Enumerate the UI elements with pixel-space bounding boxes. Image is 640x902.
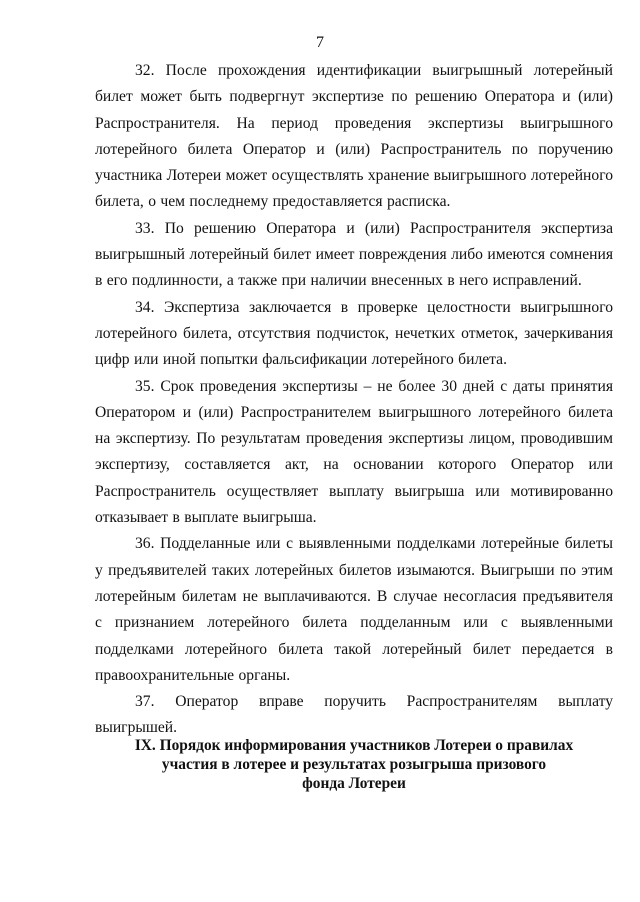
section-title-line-3: фонда Лотереи — [302, 775, 406, 792]
section-title — [95, 736, 613, 793]
document-body — [95, 58, 613, 742]
paragraph-35: 35. Срок проведения экспертизы – не более 30 дней с даты принятия Оператором и (или) Распространителем выигрышного лотерейного билета на экспертизу. По результатам проведения экспертизы лицом, проводившим экспертизу, составляется акт, на основании которого Оператор или Распространитель осуществляет выплату выигрыша или мотивированно отказывает в выплате выигрыша. — [95, 377, 613, 527]
paragraph-37: 37. Оператор вправе поручить Распространителям выплату выигрышей. — [95, 693, 613, 737]
paragraph-36: 36. Подделанные или с выявленными подделками лотерейные билеты у предъявителей таких лотерейных билетов изымаются. Выигрыши по этим лотерейным билетам не выплачиваются. В случае несогласия предъявителя с признанием лотерейного билета подделанным или с выявленными подделками лотерейного билета такой лотерейный билет передается в правоохранительные органы. — [95, 535, 613, 684]
paragraph-33: 33. По решению Оператора и (или) Распространителя экспертиза выигрышный лотерейный билет имеет повреждения либо имеются сомнения в его подлинности, а также при наличии внесенных в него исправлений. — [95, 219, 613, 290]
page-number: 7 — [316, 34, 324, 51]
paragraph-34: 34. Экспертиза заключается в проверке целостности выигрышного лотерейного билета, отсутствия подчисток, нечетких отметок, зачеркивания цифр или иной попытки фальсификации лотерейного билета. — [95, 298, 613, 369]
section-title-line-2: участия в лотерее и результатах розыгрыша призового — [161, 756, 547, 773]
section-title-line-1: IX. Порядок информирования участников Лотереи о правилах — [134, 737, 574, 754]
paragraph-32: 32. После прохождения идентификации выигрышный лотерейный билет может быть подвергнут экспертизе по решению Оператора и (или) Распространителя. На период проведения экспертизы выигрышного лотерейного билета Оператор и (или) Распространитель по поручению участника Лотереи может осуществлять хранение выигрышного лотерейного билета, о чем последнему предоставляется расписка. — [95, 62, 613, 211]
